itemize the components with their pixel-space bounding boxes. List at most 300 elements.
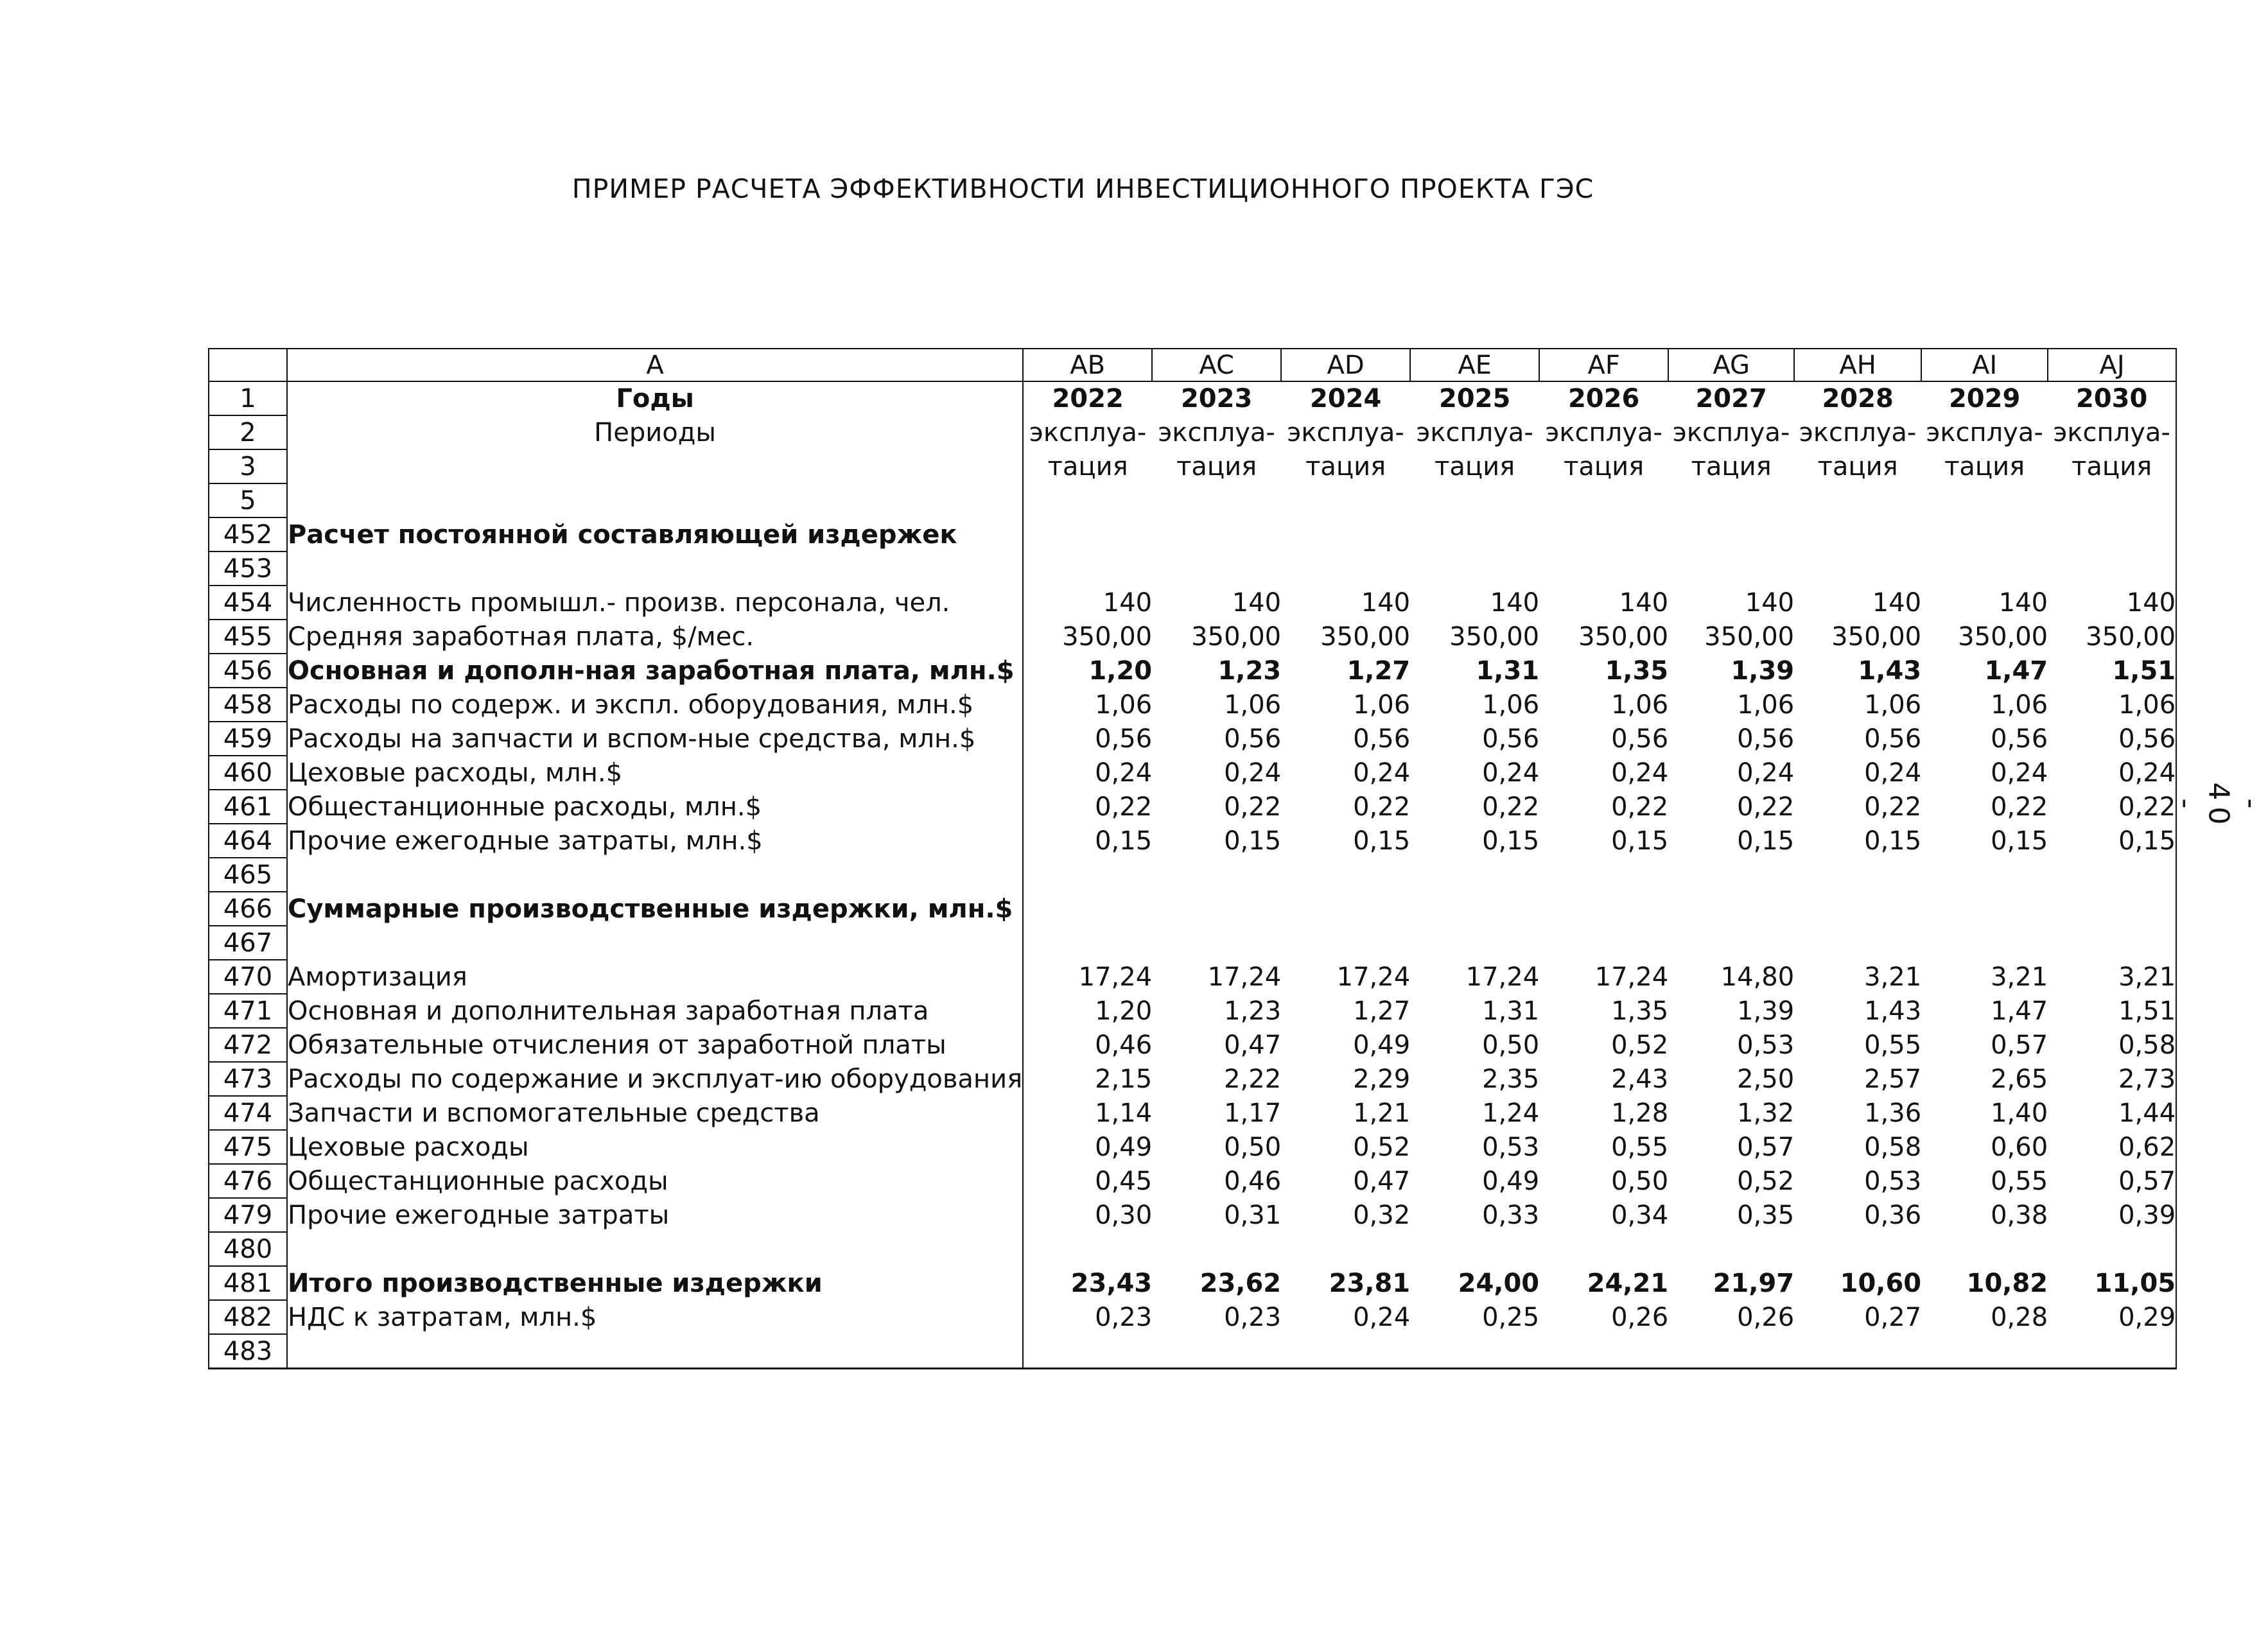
value-cell[interactable]: [1921, 517, 2048, 551]
value-cell[interactable]: тация: [1305, 451, 1386, 482]
value-cell[interactable]: [1152, 517, 1281, 551]
column-header[interactable]: AF: [1539, 349, 1668, 381]
value-cell[interactable]: 0,52: [1737, 1166, 1795, 1196]
value-cell[interactable]: 0,53: [1737, 1030, 1795, 1060]
value-cell[interactable]: [1281, 858, 1410, 892]
value-cell[interactable]: [1668, 926, 1794, 960]
value-cell[interactable]: эксплуа-: [1287, 417, 1404, 447]
value-cell[interactable]: 0,24: [1482, 758, 1540, 788]
row-number-cell[interactable]: 1: [209, 381, 287, 415]
value-cell[interactable]: 0,22: [1353, 792, 1411, 822]
row-label-cell[interactable]: НДС к затратам, млн.$: [288, 1302, 597, 1332]
value-cell[interactable]: 140: [2048, 586, 2176, 620]
value-cell[interactable]: 350,00: [2048, 620, 2176, 654]
value-cell[interactable]: [1539, 517, 1668, 551]
value-cell[interactable]: [1023, 551, 1152, 586]
value-cell[interactable]: 0,58: [2048, 1028, 2176, 1062]
row-number-cell[interactable]: 460: [209, 756, 287, 790]
value-cell[interactable]: 2030: [2048, 381, 2176, 415]
value-cell[interactable]: 0,23: [1224, 1302, 1282, 1332]
row-number-cell[interactable]: 458: [209, 688, 287, 722]
value-cell[interactable]: тация: [1176, 451, 1257, 482]
value-cell[interactable]: [1410, 1334, 1539, 1369]
row-number-cell[interactable]: 471: [209, 994, 287, 1028]
value-cell[interactable]: 2024: [1309, 384, 1382, 413]
value-cell[interactable]: 2,43: [1611, 1064, 1669, 1094]
value-cell[interactable]: 0,57: [1737, 1132, 1795, 1162]
value-cell[interactable]: 3,21: [1864, 962, 1922, 992]
value-cell[interactable]: 1,06: [2048, 688, 2176, 722]
value-cell[interactable]: 0,34: [1611, 1200, 1669, 1230]
value-cell[interactable]: 350,00: [1704, 621, 1795, 652]
value-cell[interactable]: тация: [1944, 451, 2025, 482]
row-number-cell[interactable]: 467: [209, 926, 287, 960]
value-cell[interactable]: 2,35: [1482, 1064, 1540, 1094]
value-cell[interactable]: 1,06: [1482, 690, 1540, 720]
value-cell[interactable]: 350,00: [1831, 621, 1922, 652]
row-number-cell[interactable]: 483: [209, 1334, 287, 1369]
value-cell[interactable]: 0,24: [1611, 758, 1669, 788]
value-cell[interactable]: 1,06: [1991, 690, 2048, 720]
value-cell[interactable]: 0,47: [1353, 1166, 1411, 1196]
value-cell[interactable]: 11,05: [2048, 1266, 2176, 1300]
value-cell[interactable]: 1,44: [2048, 1096, 2176, 1130]
value-cell[interactable]: 0,56: [1864, 724, 1922, 754]
row-number-cell[interactable]: 470: [209, 960, 287, 994]
value-cell[interactable]: 1,20: [1023, 654, 1152, 688]
column-header[interactable]: A: [287, 349, 1023, 381]
value-cell[interactable]: [1668, 517, 1794, 551]
value-cell[interactable]: [1281, 551, 1410, 586]
value-cell[interactable]: 0,24: [2048, 756, 2176, 790]
value-cell[interactable]: 1,24: [1482, 1098, 1540, 1128]
value-cell[interactable]: 1,51: [2048, 994, 2176, 1028]
value-cell[interactable]: тация: [1691, 451, 1772, 482]
row-number-cell[interactable]: 453: [209, 551, 287, 586]
value-cell[interactable]: 0,47: [1224, 1030, 1282, 1060]
value-cell[interactable]: [1921, 551, 2048, 586]
value-cell[interactable]: 0,15: [1611, 826, 1669, 856]
value-cell[interactable]: 3,21: [2048, 960, 2176, 994]
value-cell[interactable]: [1023, 926, 1152, 960]
value-cell[interactable]: [1539, 1232, 1668, 1266]
value-cell[interactable]: 0,28: [1991, 1302, 2048, 1332]
value-cell[interactable]: [1921, 1334, 2048, 1369]
value-cell[interactable]: 0,31: [1224, 1200, 1282, 1230]
value-cell[interactable]: [1539, 551, 1668, 586]
value-cell[interactable]: 0,38: [1991, 1200, 2048, 1230]
value-cell[interactable]: 140: [1361, 587, 1411, 618]
row-number-cell[interactable]: 454: [209, 586, 287, 620]
value-cell[interactable]: [1281, 926, 1410, 960]
value-cell[interactable]: 2,29: [1353, 1064, 1411, 1094]
row-label-cell[interactable]: Основная и дополн-ная заработная плата, млн.$: [288, 656, 1015, 686]
value-cell[interactable]: [1023, 892, 1152, 926]
value-cell[interactable]: 17,24: [1594, 962, 1669, 992]
value-cell[interactable]: 10,82: [1966, 1268, 2048, 1298]
value-cell[interactable]: 0,56: [1611, 724, 1669, 754]
value-cell[interactable]: [1281, 1232, 1410, 1266]
value-cell[interactable]: [1921, 1232, 2048, 1266]
value-cell[interactable]: [1539, 483, 1668, 517]
column-header[interactable]: AI: [1921, 349, 2048, 381]
value-cell[interactable]: 0,36: [1864, 1200, 1922, 1230]
value-cell[interactable]: тация: [2048, 449, 2176, 483]
value-cell[interactable]: 0,24: [1353, 1302, 1411, 1332]
value-cell[interactable]: 0,46: [1224, 1166, 1282, 1196]
value-cell[interactable]: 0,24: [1991, 758, 2048, 788]
value-cell[interactable]: 0,50: [1611, 1166, 1669, 1196]
value-cell[interactable]: [1410, 926, 1539, 960]
row-number-cell[interactable]: 482: [209, 1300, 287, 1334]
value-cell[interactable]: 1,36: [1864, 1098, 1922, 1128]
value-cell[interactable]: 350,00: [1958, 621, 2048, 652]
value-cell[interactable]: эксплуа-: [1158, 417, 1275, 447]
value-cell[interactable]: 0,24: [1224, 758, 1282, 788]
value-cell[interactable]: 0,15: [1023, 824, 1152, 858]
value-cell[interactable]: 0,50: [1224, 1132, 1282, 1162]
row-label-cell[interactable]: Прочие ежегодные затраты: [288, 1200, 670, 1230]
value-cell[interactable]: 0,62: [2048, 1130, 2176, 1164]
value-cell[interactable]: 0,24: [1864, 758, 1922, 788]
value-cell[interactable]: [1921, 483, 2048, 517]
value-cell[interactable]: эксплуа-: [2048, 415, 2176, 449]
value-cell[interactable]: 0,15: [1353, 826, 1411, 856]
value-cell[interactable]: 17,24: [1336, 962, 1411, 992]
value-cell[interactable]: 1,31: [1476, 656, 1540, 686]
value-cell[interactable]: 1,39: [1731, 656, 1795, 686]
row-number-cell[interactable]: 452: [209, 517, 287, 551]
value-cell[interactable]: 1,32: [1737, 1098, 1795, 1128]
value-cell[interactable]: [1668, 892, 1794, 926]
value-cell[interactable]: 140: [1232, 587, 1282, 618]
value-cell[interactable]: 1,23: [1217, 656, 1282, 686]
value-cell[interactable]: 1,06: [1224, 690, 1282, 720]
value-cell[interactable]: 140: [1023, 586, 1152, 620]
value-cell[interactable]: 350,00: [1449, 621, 1540, 652]
value-cell[interactable]: [1023, 483, 1152, 517]
value-cell[interactable]: [2048, 892, 2176, 926]
row-label-cell[interactable]: [287, 926, 1023, 960]
value-cell[interactable]: 0,35: [1737, 1200, 1795, 1230]
value-cell[interactable]: [1152, 892, 1281, 926]
value-cell[interactable]: 23,43: [1023, 1266, 1152, 1300]
value-cell[interactable]: 0,55: [1864, 1030, 1922, 1060]
row-label-cell[interactable]: Годы: [616, 384, 694, 413]
value-cell[interactable]: 2,57: [1864, 1064, 1922, 1094]
row-label-cell[interactable]: Суммарные производственные издержки, млн.$: [288, 894, 1013, 924]
value-cell[interactable]: [2048, 926, 2176, 960]
row-number-cell[interactable]: 466: [209, 892, 287, 926]
value-cell[interactable]: 0,22: [1023, 790, 1152, 824]
row-label-cell[interactable]: [287, 1232, 1023, 1266]
value-cell[interactable]: [2048, 1232, 2176, 1266]
row-label-cell[interactable]: Средняя заработная плата, $/мес.: [288, 621, 755, 652]
value-cell[interactable]: 1,43: [1858, 656, 1922, 686]
row-number-cell[interactable]: 475: [209, 1130, 287, 1164]
value-cell[interactable]: [1410, 892, 1539, 926]
value-cell[interactable]: эксплуа-: [1672, 417, 1790, 447]
row-label-cell[interactable]: Прочие ежегодные затраты, млн.$: [288, 826, 763, 856]
value-cell[interactable]: 1,23: [1224, 996, 1282, 1026]
row-label-cell[interactable]: Общестанционные расходы: [288, 1166, 668, 1196]
value-cell[interactable]: 0,30: [1023, 1198, 1152, 1232]
value-cell[interactable]: 1,14: [1023, 1096, 1152, 1130]
value-cell[interactable]: 2026: [1567, 384, 1640, 413]
row-label-cell[interactable]: Численность промышл.- произв. персонала, чел.: [288, 587, 950, 618]
value-cell[interactable]: тация: [1435, 451, 1515, 482]
value-cell[interactable]: [1152, 483, 1281, 517]
column-header[interactable]: AB: [1023, 349, 1152, 381]
row-label-cell[interactable]: Цеховые расходы, млн.$: [288, 758, 623, 788]
value-cell[interactable]: 14,80: [1720, 962, 1795, 992]
value-cell[interactable]: 0,24: [1353, 758, 1411, 788]
value-cell[interactable]: тация: [1564, 451, 1644, 482]
value-cell[interactable]: 0,58: [1864, 1132, 1922, 1162]
value-cell[interactable]: 2023: [1180, 384, 1253, 413]
value-cell[interactable]: 1,39: [1737, 996, 1795, 1026]
row-label-cell[interactable]: Периоды: [594, 417, 716, 447]
value-cell[interactable]: [1281, 483, 1410, 517]
value-cell[interactable]: 1,17: [1224, 1098, 1282, 1128]
value-cell[interactable]: [1668, 483, 1794, 517]
value-cell[interactable]: тация: [1023, 449, 1152, 483]
value-cell[interactable]: [1794, 551, 1921, 586]
row-number-cell[interactable]: 461: [209, 790, 287, 824]
value-cell[interactable]: 3,21: [1991, 962, 2048, 992]
value-cell[interactable]: 17,24: [1023, 960, 1152, 994]
value-cell[interactable]: 0,22: [1864, 792, 1922, 822]
value-cell[interactable]: 0,27: [1864, 1302, 1922, 1332]
value-cell[interactable]: 23,62: [1199, 1268, 1282, 1298]
value-cell[interactable]: 0,56: [1224, 724, 1282, 754]
value-cell[interactable]: [1668, 1334, 1794, 1369]
value-cell[interactable]: тация: [1817, 451, 1898, 482]
row-label-cell[interactable]: [287, 483, 1023, 517]
value-cell[interactable]: 350,00: [1191, 621, 1282, 652]
value-cell[interactable]: 0,57: [1991, 1030, 2048, 1060]
row-number-cell[interactable]: 3: [209, 449, 287, 483]
value-cell[interactable]: эксплуа-: [1926, 417, 2043, 447]
value-cell[interactable]: 0,26: [1611, 1302, 1669, 1332]
value-cell[interactable]: [1023, 858, 1152, 892]
value-cell[interactable]: эксплуа-: [1416, 417, 1533, 447]
value-cell[interactable]: 0,15: [1737, 826, 1795, 856]
value-cell[interactable]: [1794, 926, 1921, 960]
row-label-cell[interactable]: Запчасти и вспомогательные средства: [288, 1098, 820, 1128]
value-cell[interactable]: 0,50: [1482, 1030, 1540, 1060]
value-cell[interactable]: 21,97: [1713, 1268, 1795, 1298]
value-cell[interactable]: 0,52: [1611, 1030, 1669, 1060]
value-cell[interactable]: 24,21: [1587, 1268, 1669, 1298]
value-cell[interactable]: [1152, 858, 1281, 892]
value-cell[interactable]: 2,15: [1023, 1062, 1152, 1096]
value-cell[interactable]: 0,25: [1482, 1302, 1540, 1332]
value-cell[interactable]: 0,22: [1737, 792, 1795, 822]
value-cell[interactable]: [1668, 1232, 1794, 1266]
value-cell[interactable]: 0,39: [2048, 1198, 2176, 1232]
value-cell[interactable]: 140: [1619, 587, 1669, 618]
row-number-cell[interactable]: 455: [209, 620, 287, 654]
row-label-cell[interactable]: Расходы по содержание и эксплуат-ию оборудования: [288, 1064, 1023, 1094]
value-cell[interactable]: 1,51: [2048, 654, 2176, 688]
value-cell[interactable]: 2,50: [1737, 1064, 1795, 1094]
row-number-cell[interactable]: 479: [209, 1198, 287, 1232]
value-cell[interactable]: [1023, 1232, 1152, 1266]
value-cell[interactable]: 1,06: [1023, 688, 1152, 722]
row-label-cell[interactable]: Итого производственные издержки: [288, 1268, 823, 1298]
value-cell[interactable]: 0,23: [1023, 1300, 1152, 1334]
value-cell[interactable]: 0,15: [1224, 826, 1282, 856]
value-cell[interactable]: [1794, 483, 1921, 517]
row-number-cell[interactable]: 472: [209, 1028, 287, 1062]
row-number-cell[interactable]: 481: [209, 1266, 287, 1300]
value-cell[interactable]: 1,27: [1353, 996, 1411, 1026]
value-cell[interactable]: [2048, 551, 2176, 586]
value-cell[interactable]: 2,73: [2048, 1062, 2176, 1096]
row-label-cell[interactable]: Общестанционные расходы, млн.$: [288, 792, 762, 822]
value-cell[interactable]: 0,52: [1353, 1132, 1411, 1162]
value-cell[interactable]: 1,06: [1353, 690, 1411, 720]
value-cell[interactable]: 24,00: [1458, 1268, 1540, 1298]
value-cell[interactable]: 0,55: [1611, 1132, 1669, 1162]
value-cell[interactable]: [1410, 858, 1539, 892]
value-cell[interactable]: [1794, 892, 1921, 926]
value-cell[interactable]: 0,32: [1353, 1200, 1411, 1230]
row-label-cell[interactable]: Расходы по содерж. и экспл. оборудования, млн.$: [288, 690, 974, 720]
value-cell[interactable]: [1152, 1334, 1281, 1369]
column-header[interactable]: AG: [1668, 349, 1794, 381]
value-cell[interactable]: 2029: [1948, 384, 2021, 413]
value-cell[interactable]: 0,60: [1991, 1132, 2048, 1162]
value-cell[interactable]: 0,45: [1023, 1164, 1152, 1198]
value-cell[interactable]: 1,35: [1611, 996, 1669, 1026]
value-cell[interactable]: эксплуа-: [1545, 417, 1662, 447]
value-cell[interactable]: [1023, 1334, 1152, 1369]
row-label-cell[interactable]: [287, 449, 1023, 483]
value-cell[interactable]: 0,49: [1023, 1130, 1152, 1164]
value-cell[interactable]: 0,33: [1482, 1200, 1540, 1230]
value-cell[interactable]: [2048, 1334, 2176, 1369]
value-cell[interactable]: 0,49: [1353, 1030, 1411, 1060]
value-cell[interactable]: 0,56: [1353, 724, 1411, 754]
row-label-cell[interactable]: Расходы на запчасти и вспом-ные средства, млн.$: [288, 724, 976, 754]
value-cell[interactable]: [1539, 858, 1668, 892]
value-cell[interactable]: 17,24: [1465, 962, 1540, 992]
column-header[interactable]: AH: [1794, 349, 1921, 381]
value-cell[interactable]: 0,53: [1864, 1166, 1922, 1196]
value-cell[interactable]: 1,06: [1737, 690, 1795, 720]
value-cell[interactable]: [1281, 1334, 1410, 1369]
row-number-cell[interactable]: 464: [209, 824, 287, 858]
value-cell[interactable]: [1152, 926, 1281, 960]
value-cell[interactable]: 1,47: [1991, 996, 2048, 1026]
row-number-cell[interactable]: 456: [209, 654, 287, 688]
value-cell[interactable]: 1,47: [1984, 656, 2048, 686]
value-cell[interactable]: 1,20: [1023, 994, 1152, 1028]
value-cell[interactable]: 0,15: [1991, 826, 2048, 856]
value-cell[interactable]: [2048, 517, 2176, 551]
value-cell[interactable]: [1539, 1334, 1668, 1369]
value-cell[interactable]: 140: [1745, 587, 1795, 618]
value-cell[interactable]: [1152, 1232, 1281, 1266]
value-cell[interactable]: [1281, 517, 1410, 551]
row-label-cell[interactable]: [287, 858, 1023, 892]
row-number-cell[interactable]: 465: [209, 858, 287, 892]
value-cell[interactable]: 10,60: [1840, 1268, 1922, 1298]
row-label-cell[interactable]: Амортизация: [288, 962, 467, 992]
value-cell[interactable]: 0,56: [2048, 722, 2176, 756]
value-cell[interactable]: 0,15: [1864, 826, 1922, 856]
value-cell[interactable]: 1,28: [1611, 1098, 1669, 1128]
value-cell[interactable]: [1410, 517, 1539, 551]
value-cell[interactable]: 0,26: [1737, 1302, 1795, 1332]
value-cell[interactable]: 2028: [1822, 384, 1894, 413]
row-number-cell[interactable]: 2: [209, 415, 287, 449]
value-cell[interactable]: 350,00: [1320, 621, 1411, 652]
column-header[interactable]: AC: [1152, 349, 1281, 381]
value-cell[interactable]: 0,49: [1482, 1166, 1540, 1196]
value-cell[interactable]: 1,21: [1353, 1098, 1411, 1128]
row-number-cell[interactable]: 473: [209, 1062, 287, 1096]
value-cell[interactable]: 2027: [1695, 384, 1767, 413]
value-cell[interactable]: 0,53: [1482, 1132, 1540, 1162]
value-cell[interactable]: 1,06: [1611, 690, 1669, 720]
value-cell[interactable]: [1410, 551, 1539, 586]
value-cell[interactable]: 1,40: [1991, 1098, 2048, 1128]
row-label-cell[interactable]: Обязательные отчисления от заработной платы: [288, 1030, 946, 1060]
value-cell[interactable]: 0,56: [1482, 724, 1540, 754]
value-cell[interactable]: 0,24: [1023, 756, 1152, 790]
row-number-cell[interactable]: 474: [209, 1096, 287, 1130]
value-cell[interactable]: [1539, 892, 1668, 926]
row-label-cell[interactable]: [287, 551, 1023, 586]
value-cell[interactable]: 0,22: [1611, 792, 1669, 822]
value-cell[interactable]: [1794, 1334, 1921, 1369]
row-label-cell[interactable]: Расчет постоянной составляющей издержек: [288, 519, 957, 550]
value-cell[interactable]: [1410, 1232, 1539, 1266]
value-cell[interactable]: [1152, 551, 1281, 586]
value-cell[interactable]: 1,31: [1482, 996, 1540, 1026]
value-cell[interactable]: [2048, 483, 2176, 517]
value-cell[interactable]: [1668, 551, 1794, 586]
value-cell[interactable]: 1,43: [1864, 996, 1922, 1026]
value-cell[interactable]: 140: [1998, 587, 2048, 618]
column-header[interactable]: AE: [1410, 349, 1539, 381]
value-cell[interactable]: [1410, 483, 1539, 517]
value-cell[interactable]: эксплуа-: [1023, 415, 1152, 449]
value-cell[interactable]: 140: [1872, 587, 1922, 618]
value-cell[interactable]: [2048, 858, 2176, 892]
value-cell[interactable]: 23,81: [1329, 1268, 1411, 1298]
value-cell[interactable]: 0,22: [1224, 792, 1282, 822]
value-cell[interactable]: [1794, 1232, 1921, 1266]
row-number-cell[interactable]: 480: [209, 1232, 287, 1266]
value-cell[interactable]: 0,55: [1991, 1166, 2048, 1196]
value-cell[interactable]: [1539, 926, 1668, 960]
value-cell[interactable]: 1,06: [1864, 690, 1922, 720]
value-cell[interactable]: [1921, 858, 2048, 892]
value-cell[interactable]: 0,56: [1737, 724, 1795, 754]
value-cell[interactable]: 1,35: [1605, 656, 1669, 686]
column-header[interactable]: AJ: [2048, 349, 2176, 381]
value-cell[interactable]: [1668, 858, 1794, 892]
value-cell[interactable]: 0,46: [1023, 1028, 1152, 1062]
value-cell[interactable]: [1921, 892, 2048, 926]
value-cell[interactable]: 0,57: [2048, 1164, 2176, 1198]
value-cell[interactable]: 0,22: [2048, 790, 2176, 824]
value-cell[interactable]: 350,00: [1023, 620, 1152, 654]
